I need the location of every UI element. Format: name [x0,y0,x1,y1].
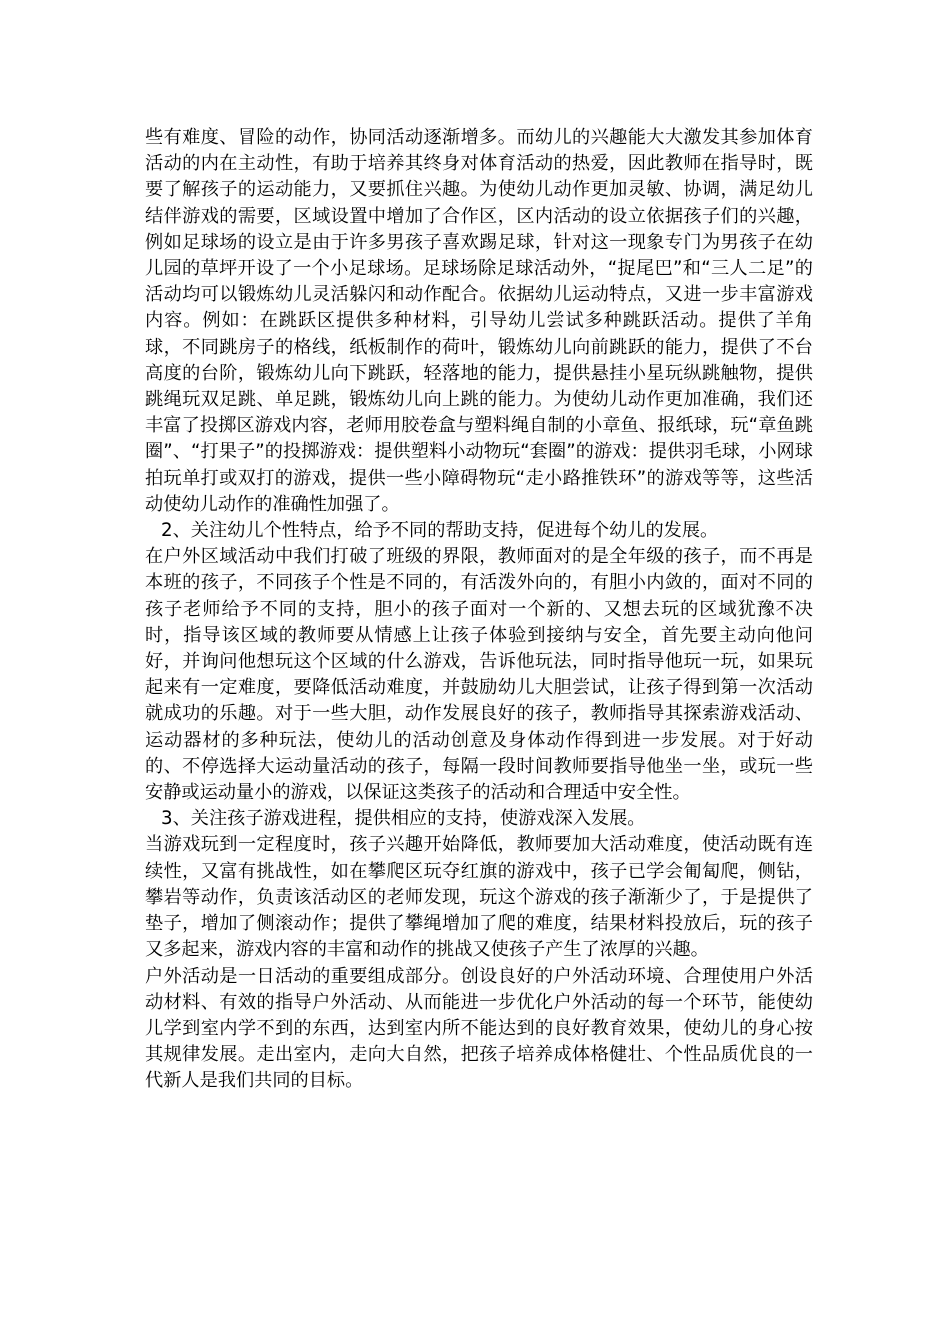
paragraph-game-progress: 当游戏玩到一定程度时，孩子兴趣开始降低，教师要加大活动难度，使活动既有连续性，又富有挑战性，如在攀爬区玩夺红旗的游戏中，孩子已学会匍匐爬，侧钻，攀岩等动作，负责该活动区的老师发现，玩这个游戏的孩子渐渐少了，于是提供了垫子，增加了侧滚动作；提供了攀绳增加了爬的难度，结果材料投放后，玩的孩子又多起来，游戏内容的丰富和动作的挑战又使孩子产生了浓厚的兴趣。 [145,834,813,961]
heading-game-progress: 3、关注孩子游戏进程，提供相应的支持，使游戏深入发展。 [161,808,646,830]
heading-individual-support: 2、关注幼儿个性特点，给予不同的帮助支持，促进每个幼儿的发展。 [161,520,719,542]
paragraph-outdoor-zones: 些有难度、冒险的动作，协同活动逐渐增多。而幼儿的兴趣能大大激发其参加体育活动的内在主动性，有助于培养其终身对体育活动的热爱，因此教师在指导时，既要了解孩子的运动能力，又要抓住兴趣。为使幼儿动作更加灵敏、协调，满足幼儿结伴游戏的需要，区域设置中增加了合作区，区内活动的设立依据孩子们的兴趣，例如足球场的设立是由于许多男孩子喜欢踢足球，针对这一现象专门为男孩子在幼儿园的草坪开设了一个小足球场。足球场除足球活动外，“捉尾巴”和“三人二足”的活动均可以锻炼幼儿灵活躲闪和动作配合。依据幼儿运动特点，又进一步丰富游戏内容。例如：在跳跃区提供多种材料，引导幼儿尝试多种跳跃活动。提供了羊角球，不同跳房子的格线，纸板制作的荷叶，锻炼幼儿向前跳跃的能力，提供了不台高度的台阶，锻炼幼儿向下跳跃，轻落地的能力，提供悬挂小星玩纵跳触物，提供跳绳玩双足跳、单足跳，锻炼幼儿向上跳的能力。为使幼儿动作更加准确，我们还丰富了投掷区游戏内容，老师用胶卷盒与塑料绳自制的小章鱼、报纸球，玩“章鱼跳圈”、“打果子”的投掷游戏：提供塑料小动物玩“套圈”的游戏：提供羽毛球，小网球拍玩单打或双打的游戏，提供一些小障碍物玩“走小路推铁环”的游戏等等，这些活动使幼儿动作的准确性加强了。 [145,127,813,515]
document-body [145,125,813,1095]
paragraph-individual-support: 在户外区域活动中我们打破了班级的界限，教师面对的是全年级的孩子，而不再是本班的孩子，不同孩子个性是不同的，有活泼外向的，有胆小内敛的，面对不同的孩子老师给予不同的支持，胆小的孩子面对一个新的、又想去玩的区域犹豫不决时，指导该区域的教师要从情感上让孩子体验到接纳与安全，首先要主动向他问好，并询问他想玩这个区域的什么游戏，告诉他玩法，同时指导他玩一玩，如果玩起来有一定难度，要降低活动难度，并鼓励幼儿大胆尝试，让孩子得到第一次活动就成功的乐趣。对于一些大胆，动作发展良好的孩子，教师指导其探索游戏活动、运动器材的多种玩法，使幼儿的活动创意及身体动作得到进一步发展。对于好动的、不停选择大运动量活动的孩子，每隔一段时间教师要指导他坐一坐，或玩一些安静或运动量小的游戏，以保证这类孩子的活动和合理适中安全性。 [145,546,813,804]
paragraph-conclusion: 户外活动是一日活动的重要组成部分。创设良好的户外活动环境、合理使用户外活动材料、有效的指导户外活动、从而能进一步优化户外活动的每一个环节，能使幼儿学到室内学不到的东西，达到室内所不能达到的良好教育效果，使幼儿的身心按其规律发展。走出室内，走向大自然，把孩子培养成体格健壮、个性品质优良的一代新人是我们共同的目标。 [145,965,813,1092]
